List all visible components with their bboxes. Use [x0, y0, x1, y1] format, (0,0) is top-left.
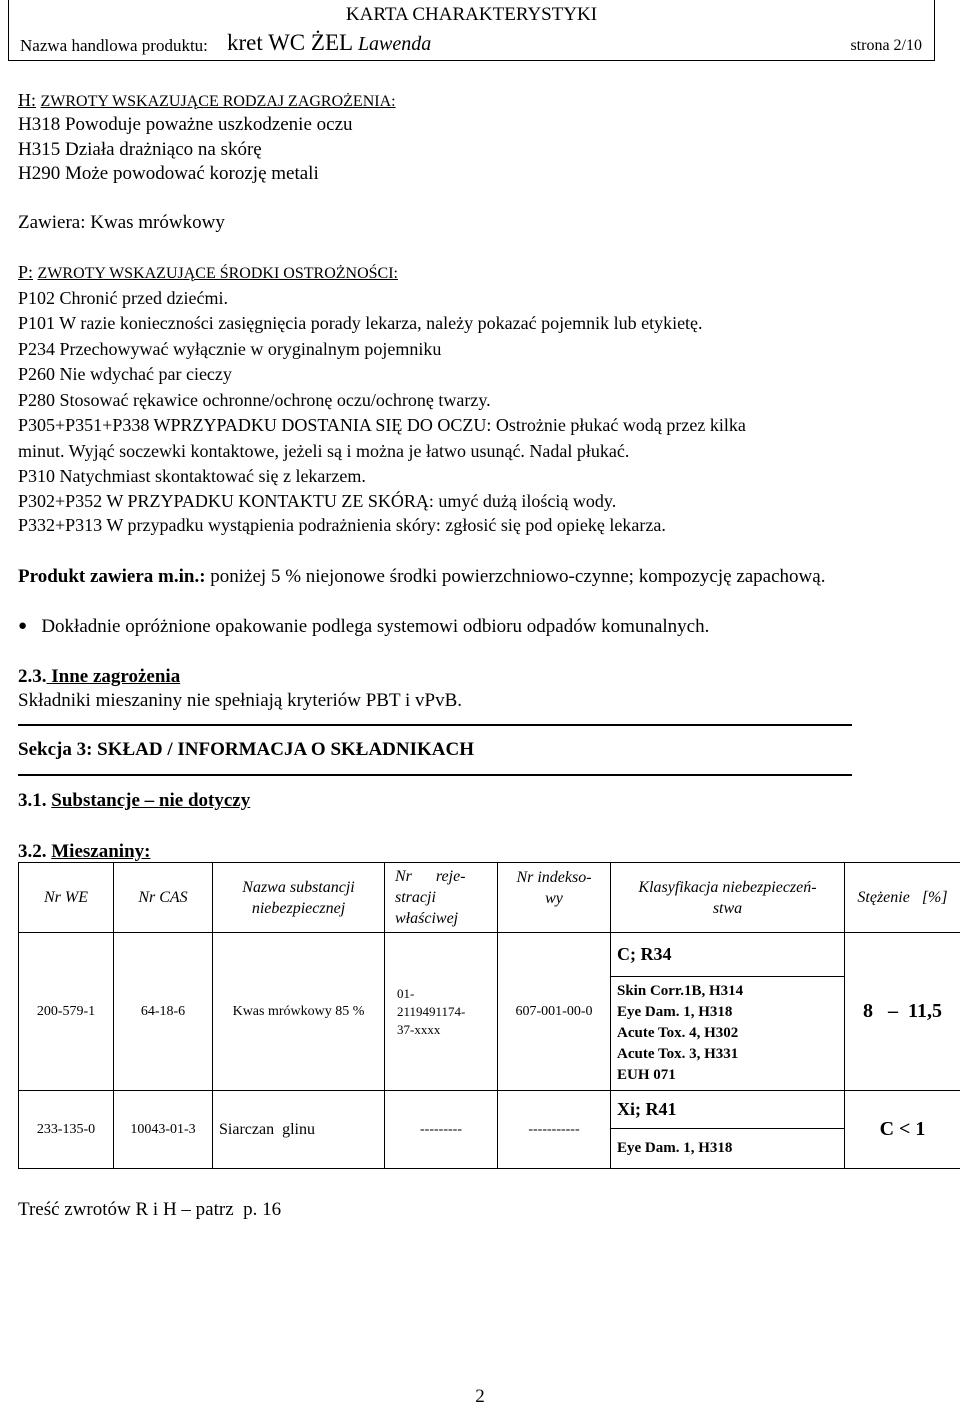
cell-index-no: ----------- [498, 1091, 611, 1169]
product-contains-text: poniżej 5 % niejonowe środki powierzchniowo-czynne; kompozycję zapachową. [210, 566, 825, 587]
col-classification-l1: Klasyfikacja niebezpieczeń- [611, 877, 844, 898]
precaution-line: P101 W razie konieczności zasięgnięcia porady lekarza, należy pokazać pojemnik lub etykietę. [18, 313, 703, 334]
precaution-line: P302+P352 W PRZYPADKU KONTAKTU ZE SKÓRĄ: umyć dużą ilością wody. [18, 491, 616, 512]
cell-nr-we: 200-579-1 [19, 933, 114, 1091]
col-registration-l2: stracji [395, 887, 497, 908]
product-contains [18, 566, 825, 588]
precaution-heading [18, 262, 398, 283]
col-concentration: Stężenie [%] [845, 863, 960, 933]
section-2-3-text: Składniki mieszaniny nie spełniają kryteriów PBT i vPvB. [18, 690, 462, 712]
table-header-row [19, 863, 960, 933]
col-registration-l3: właściwej [395, 908, 497, 929]
precaution-line: P305+P351+P338 WPRZYPADKU DOSTANIA SIĘ DO OCZU: Ostrożnie płukać wodą przez kilka [18, 415, 746, 436]
col-nr-we: Nr WE [19, 863, 114, 933]
col-nr-cas: Nr CAS [114, 863, 213, 933]
section-2-3-number: 2.3. [18, 666, 47, 687]
col-index-l2: wy [498, 888, 610, 909]
hazard-statement: H315 Działa drażniąco na skórę [18, 139, 262, 161]
cell-registration-no: --------- [385, 1091, 498, 1169]
cell-class-dsd: C; R34 [611, 933, 845, 977]
page-number: 2 [0, 1386, 960, 1408]
document-header [8, 0, 935, 61]
cell-concentration: 8 – 11,5 [845, 933, 960, 1091]
disposal-note-item [18, 616, 709, 638]
col-classification [611, 863, 845, 933]
hazard-statement: H318 Powoduje poważne uszkodzenie oczu [18, 114, 353, 136]
precaution-line: P102 Chronić przed dziećmi. [18, 288, 228, 309]
col-registration-no [385, 863, 498, 933]
cell-concentration: C < 1 [845, 1091, 960, 1169]
col-substance-name [213, 863, 385, 933]
section-3-2-number: 3.2. [18, 841, 47, 862]
reg-l1: 01- [397, 985, 497, 1003]
mixture-table [18, 862, 960, 1169]
section-divider-top [18, 724, 852, 726]
precaution-line: minut. Wyjąć soczewki kontaktowe, jeżeli są i można je łatwo usunąć. Nadal płukać. [18, 441, 629, 462]
col-substance-name-l1: Nazwa substancji [213, 877, 384, 898]
section-3-1-title: Substancje – nie dotyczy [51, 790, 250, 811]
clp-line: Eye Dam. 1, H318 [617, 1002, 844, 1023]
clp-line: EUH 071 [617, 1065, 844, 1086]
product-label: Nazwa handlowa produktu: [20, 36, 208, 56]
reg-l2: 2119491174- [397, 1003, 497, 1021]
col-index-l1: Nr indekso- [498, 867, 610, 888]
product-name-main: kret WC ŻEL [227, 30, 352, 55]
cell-index-no: 607-001-00-0 [498, 933, 611, 1091]
cell-substance-name: Kwas mrówkowy 85 % [213, 933, 385, 1091]
section-3-2-title: Mieszaniny: [51, 841, 150, 862]
precaution-heading-text: ZWROTY WSKAZUJĄCE ŚRODKI OSTROŻNOŚCI: [38, 265, 398, 282]
clp-line: Acute Tox. 3, H331 [617, 1044, 844, 1065]
bullet-icon: ● [18, 618, 27, 634]
cell-nr-cas: 64-18-6 [114, 933, 213, 1091]
section-2-3-title: Inne zagrożenia [47, 666, 181, 687]
cell-registration-no [385, 933, 498, 1091]
cell-nr-cas: 10043-01-3 [114, 1091, 213, 1169]
table-row [19, 1091, 960, 1129]
hazard-statement: H290 Może powodować korozję metali [18, 163, 319, 185]
precaution-prefix: P: [18, 262, 33, 282]
reg-l3: 37-xxxx [397, 1021, 497, 1039]
clp-line: Acute Tox. 4, H302 [617, 1023, 844, 1044]
col-substance-name-l2: niebezpiecznej [213, 898, 384, 919]
precaution-line: P280 Stosować rękawice ochronne/ochronę oczu/ochronę twarzy. [18, 390, 491, 411]
product-name [227, 30, 431, 56]
cell-class-clp: Eye Dam. 1, H318 [611, 1129, 845, 1169]
cell-class-dsd: Xi; R41 [611, 1091, 845, 1129]
section-3-2-heading [18, 841, 150, 863]
precaution-line: P310 Natychmiast skontaktować się z lekarzem. [18, 466, 366, 487]
disposal-note: Dokładnie opróżnione opakowanie podlega systemowi odbioru odpadów komunalnych. [41, 616, 709, 637]
section-divider-bottom [18, 774, 852, 776]
col-classification-l2: stwa [611, 898, 844, 919]
section-3-1-number: 3.1. [18, 790, 47, 811]
precaution-line: P332+P313 W przypadku wystąpienia podrażnienia skóry: zgłosić się pod opiekę lekarza. [18, 515, 666, 536]
cell-class-clp [611, 977, 845, 1091]
page-indicator: strona 2/10 [850, 37, 922, 55]
contains-statement: Zawiera: Kwas mrówkowy [18, 212, 225, 234]
table-row [19, 933, 960, 977]
product-contains-label: Produkt zawiera m.in.: [18, 566, 206, 587]
hazard-heading-text: ZWROTY WSKAZUJĄCE RODZAJ ZAGROŻENIA: [41, 93, 396, 110]
precaution-line: P234 Przechowywać wyłącznie w oryginalnym pojemniku [18, 339, 441, 360]
clp-line: Skin Corr.1B, H314 [617, 981, 844, 1002]
section-3-1-heading [18, 790, 250, 812]
section-3-title: Sekcja 3: SKŁAD / INFORMACJA O SKŁADNIKACH [18, 739, 474, 761]
cell-nr-we: 233-135-0 [19, 1091, 114, 1169]
col-index-no [498, 863, 611, 933]
section-2-3-heading [18, 666, 180, 688]
col-registration-l1: Nr reje- [395, 866, 497, 887]
precaution-line: P260 Nie wdychać par cieczy [18, 364, 232, 385]
hazard-heading [18, 90, 396, 111]
cell-substance-name: Siarczan glinu [213, 1091, 385, 1169]
hazard-prefix: H: [18, 90, 36, 110]
document-title: KARTA CHARAKTERYSTYKI [9, 4, 934, 26]
product-variant: Lawenda [358, 33, 431, 55]
footnote: Treść zwrotów R i H – patrz p. 16 [18, 1199, 281, 1221]
